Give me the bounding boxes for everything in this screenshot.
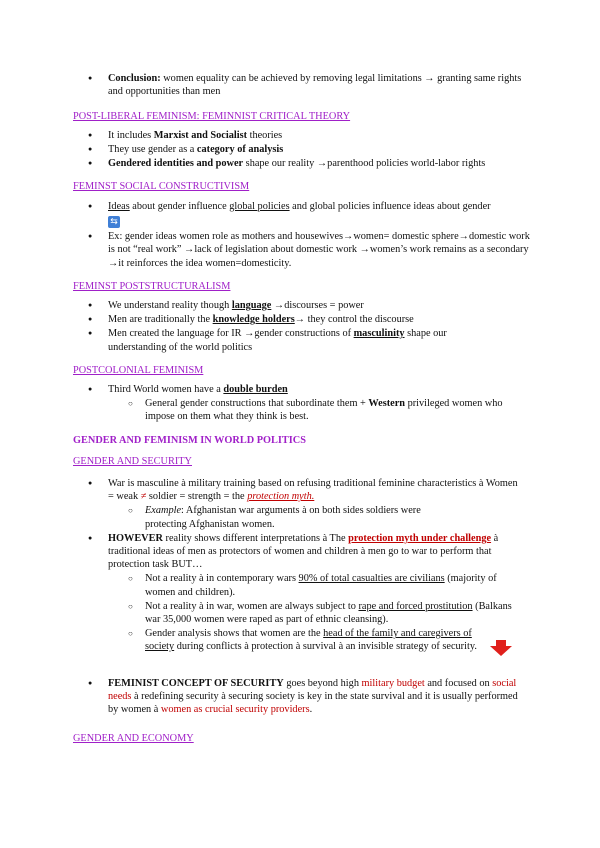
heading-postcolonial: POSTCOLONIAL FEMINISM [73,365,204,376]
text: Men created the language for IR →gender constructions of [108,328,354,340]
text: privileged women who impose on them what they think is best. [145,398,503,423]
text-red-italic: protection myth. [247,491,315,503]
refresh-icon: ⇆ [108,216,120,228]
text: Third World women have a [108,384,224,395]
list-item [0,299,600,312]
list-item [0,397,600,423]
text-red: social needs [108,678,517,703]
text-bold: FEMINIST CONCEPT OF SECURITY [108,678,284,689]
security-concept-section [0,677,600,718]
text: Not a reality à in contemporary wars [145,573,299,585]
conclusion-label: Conclusion: [108,73,161,84]
list-item [0,504,600,530]
text: War is masculine à military training based on refusing traditional feminine characteristics à Women = weak [108,478,518,503]
text-bold: HOWEVER [108,532,163,544]
text: → they control the discourse [294,314,414,326]
text: . [309,704,313,716]
list-item [0,532,600,572]
text-underline: global policies [229,201,290,212]
text: shape our understanding of the world politics [108,328,447,353]
text-bold: language [231,300,272,311]
text: →discourses = power [271,300,364,311]
list-item [0,129,600,142]
list-item [0,572,600,598]
text: soldier = strength = the [146,491,248,503]
text-red: ≠ [140,491,147,503]
list-item [0,157,600,170]
conclusion-text: women equality can be achieved by removing legal limitations → granting same rights and opportunities than men [108,73,522,98]
text-bold: Western [368,398,406,410]
text-underline: Ideas [108,201,130,212]
list-item [0,200,600,228]
heading-post-liberal: POST-LIBERAL FEMINISM: FEMINNIST CRITICAL THEORY [73,111,351,122]
text: theories [247,130,283,141]
postcolonial-section [0,383,600,425]
text-underline: rape and forced prostitution [358,600,473,612]
text: during conflicts à protection à survival à an invisible strategy of security. [174,641,477,653]
text-bold: knowledge holders [212,314,295,326]
text-red: women as crucial security providers [160,704,310,716]
security-section [0,477,600,655]
text: and focused on [424,678,493,689]
list-item [0,383,600,396]
post-liberal-section [0,129,600,172]
text: (Balkans war 35,000 women were raped as part of ethnic cleansing). [145,600,512,626]
text: shape our reality →parenthood policies world-labor rights [243,158,486,170]
list-item [0,600,600,626]
text-underline: head of the family and caregivers of society [145,628,472,653]
text: We understand reality though [108,300,232,311]
text: Men are traditionally the [108,314,213,326]
list-item [0,230,600,270]
text: and global policies influence ideas about gender [289,201,491,212]
heading-poststructuralism: FEMINST POSTSTRUCTURALISM [73,281,231,292]
list-item [0,677,600,717]
text: General gender constructions that subordinate them + [145,398,369,410]
text-bold: masculinity [353,328,405,340]
list-item [0,143,600,156]
text: It includes [108,130,154,141]
text-italic: Example [145,505,182,517]
poststructuralism-section [0,299,600,355]
text: à redefining security à securing society is key in the state survival and it is usually performed by women à [108,691,518,716]
constructivism-section [0,200,600,271]
text: Gender analysis shows that women are the [145,628,324,640]
list-item [0,72,600,98]
heading-security: GENDER AND SECURITY [73,456,192,467]
list-item [0,327,600,353]
text-underline: 90% of total casualties are civilians [298,573,445,585]
list-item [0,477,600,503]
heading-world-politics: GENDER AND FEMINISM IN WORLD POLITICS [73,435,306,446]
text-red-bold: protection myth under challenge [348,532,492,544]
conclusion-section [0,72,600,99]
text: goes beyond high [283,678,362,689]
list-item [0,313,600,326]
text: Ex: gender ideas women role as mothers and housewives→women= domestic sphere→domestic work is not “real work” →lack of legislation about domestic work →women’s work remains as a secondary →it reinforces the idea women=domesticity. [108,231,530,269]
text-bold: double burden [223,384,288,395]
text: à traditional ideas of men as protectors of women and children à men go to war to perform that protection task BUT… [108,532,499,571]
text-bold: Gendered identities and power [108,158,244,170]
red-down-arrow-icon [490,640,512,656]
text-red: military budget [361,678,425,689]
text: about gender influence [129,201,230,212]
text: reality shows different interpretations à The [162,532,349,544]
text: They use gender as a [108,144,197,156]
heading-economy: GENDER AND ECONOMY [73,733,194,744]
text: Not a reality à in war, women are always subject to [145,600,359,612]
text-bold: category of analysis [196,144,284,156]
heading-constructivism: FEMINST SOCIAL CONSTRUCTIVISM [73,181,250,192]
text: (majority of women and children). [145,573,497,598]
text-bold: Marxist and Socialist [153,130,248,141]
text: : Afghanistan war arguments à on both sides soldiers were protecting Afghanistan women. [145,505,421,530]
